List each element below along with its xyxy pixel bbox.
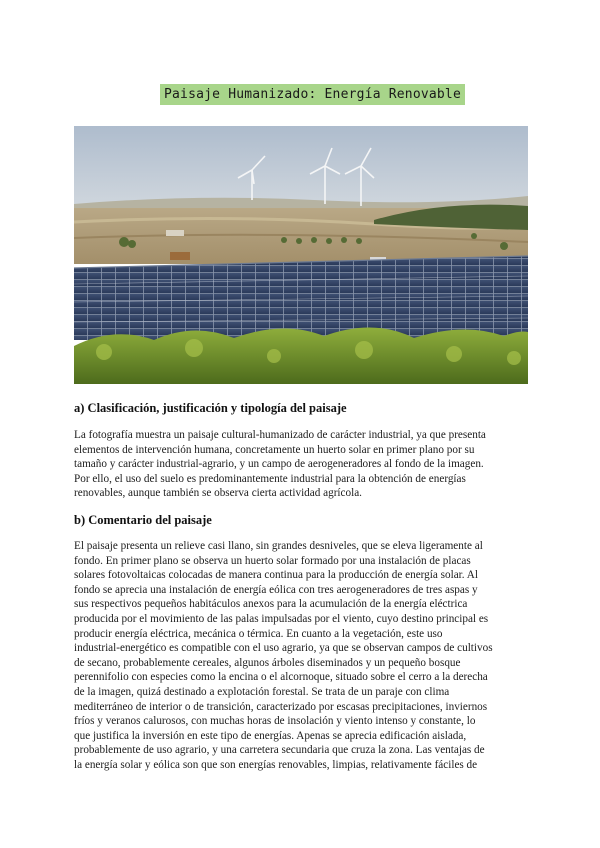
solar-farm-photo	[74, 126, 528, 384]
text-line: La fotografía muestra un paisaje cultural-humanizado de carácter industrial, ya que presenta	[74, 429, 486, 441]
text-line: tamaño y carácter industrial-agrario, y un campo de aerogeneradores al fondo de la imagen.	[74, 458, 484, 471]
text-line: perennifolio con especies como la encina o el alcornoque, situado sobre el cerro a la derecha	[74, 671, 488, 684]
section-b-heading: b) Comentario del paisaje	[74, 513, 212, 527]
text-line: fondo se aprecia una instalación de energía eólica con tres aerogeneradores de tres aspas y	[74, 583, 478, 596]
text-line: la energía solar y eólica son que son energías renovables, limpias, relativamente fáciles de	[74, 758, 478, 771]
text-line: El paisaje presenta un relieve casi llano, sin grandes desniveles, que se eleva ligeramente al	[74, 540, 483, 552]
text-line: mediterráneo de interior o de transición, caracterizado por escasas precipitaciones, inviernos	[74, 700, 488, 713]
text-line: que justifica la inversión en este tipo de energías. Apenas se aprecia edificación aislada,	[74, 729, 467, 742]
text-line: probablemente de uso agrario, y una carretera secundaria que cruza la zona. Las ventajas de	[74, 744, 485, 757]
text-line: producida por el movimiento de las palas impulsadas por el viento, cuyo destino principal es	[74, 612, 489, 625]
text-line: de secano, probablemente cereales, algunos árboles diseminados y un pequeño bosque	[74, 656, 461, 669]
text-line: renovables, aunque también se observa cierta actividad agrícola.	[74, 487, 362, 500]
text-line: fríos y veranos calurosos, con muchas horas de insolación y viento intenso y constante, lo	[74, 715, 476, 728]
section-b-paragraph	[74, 539, 530, 773]
text-line: Por ello, el uso del suelo es predominantemente industrial para la obtención de energías	[74, 472, 466, 485]
text-line: fondo. En primer plano se observa un huerto solar formado por una instalación de placas	[74, 554, 471, 567]
title-highlight	[160, 84, 465, 105]
text-line: de la imagen, quizá destinado a explotación forestal. Se trata de un paraje con clima	[74, 685, 450, 698]
text-line: industrial-energético es compatible con el uso agrario, ya que se observan campos de cultivos	[74, 642, 493, 655]
page-title: Paisaje Humanizado: Energía Renovable	[164, 87, 461, 102]
text-line: solares fotovoltaicas colocadas de manera continua para la producción de energía solar. Al	[74, 569, 478, 582]
section-a-heading: a) Clasificación, justificación y tipología del paisaje	[74, 401, 347, 415]
section-a-paragraph	[74, 428, 530, 501]
text-line: elementos de intervención humana, concretamente un huerto solar en primer plano por su	[74, 443, 475, 456]
text-line: producir energía eléctrica, mecánica o térmica. En cuanto a la vegetación, este uso	[74, 627, 443, 640]
text-line: sus respectivos pequeños habitáculos anexos para la acumulación de la energía eléctrica	[74, 598, 468, 611]
photo-illustration	[74, 126, 528, 384]
